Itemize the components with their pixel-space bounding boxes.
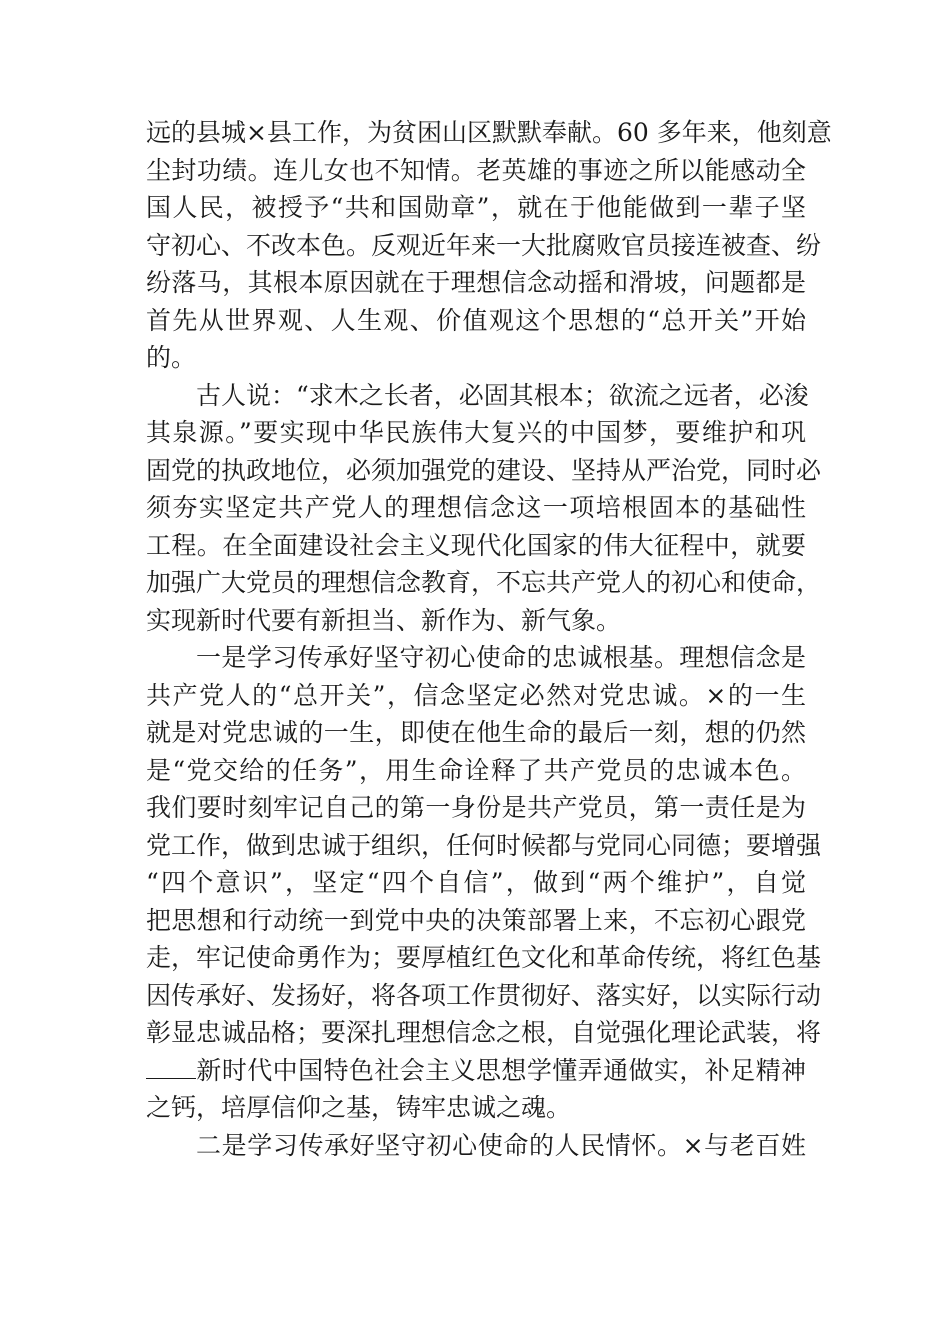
text-line: 加强广大党员的理想信念教育，不忘共产党人的初心和使命， <box>146 568 822 597</box>
text-line: 共产党人的“总开关”，信念坚定必然对党忠诚。×的一生 <box>146 680 806 710</box>
text-line: 纷落马，其根本原因就在于理想信念动摇和滑坡，问题都是 <box>146 268 806 297</box>
text-line: 尘封功绩。连儿女也不知情。老英雄的事迹之所以能感动全 <box>146 155 806 185</box>
text-line: 走，牢记使命勇作为；要厚植红色文化和革命传统，将红色基 <box>146 943 822 972</box>
paragraph-2 <box>146 377 822 640</box>
paragraph-4 <box>146 1127 806 1165</box>
text-line: 古人说：“求木之长者，必固其根本；欲流之远者，必浚 <box>196 380 809 410</box>
text-line: 须夯实坚定共产党人的理想信念这一项培根固本的基础性 <box>146 493 806 522</box>
text-line: 彰显忠诚品格；要深扎理想信念之根，自觉强化理论武装，将 <box>146 1018 822 1047</box>
text-line: 之钙，培厚信仰之基，铸牢忠诚之魂。 <box>146 1093 572 1122</box>
text-line: 二是学习传承好坚守初心使命的人民情怀。×与老百姓 <box>196 1130 806 1160</box>
text-line: 固党的执政地位，必须加强党的建设、坚持从严治党，同时必 <box>146 455 822 485</box>
text-after-blank: 新时代中国特色社会主义思想学懂弄通做实，补足精神 <box>196 1055 806 1085</box>
text-line: 实现新时代要有新担当、新作为、新气象。 <box>146 605 622 635</box>
text-line: 就是对党忠诚的一生，即使在他生命的最后一刻，想的仍然 <box>146 718 806 747</box>
text-line: 把思想和行动统一到党中央的决策部署上来，不忘初心跟党 <box>146 905 806 935</box>
text-line: 其泉源。”要实现中华民族伟大复兴的中国梦，要维护和巩 <box>146 418 806 447</box>
text-line: “四个意识”，坚定“四个自信”，做到“两个维护”，自觉 <box>146 868 806 897</box>
text-line: 我们要时刻牢记自己的第一身份是共产党员，第一责任是为 <box>146 793 806 822</box>
paragraph-3 <box>146 639 822 1127</box>
document-body <box>146 114 832 1164</box>
text-line: 的。 <box>146 343 197 372</box>
text-line: 首先从世界观、人生观、价值观这个思想的“总开关”开始 <box>146 305 806 335</box>
blank-underline <box>146 1052 196 1079</box>
text-line: 工程。在全面建设社会主义现代化国家的伟大征程中，就要 <box>146 530 806 560</box>
text-line: 一是学习传承好坚守初心使命的忠诚根基。理想信念是 <box>196 643 806 672</box>
text-line: 国人民，被授予“共和国勋章”，就在于他能做到一辈子坚 <box>146 193 806 222</box>
text-line: 远的县城×县工作，为贫困山区默默奉献。60 多年来，他刻意 <box>146 118 832 147</box>
paragraph-1 <box>146 114 832 377</box>
text-line: 守初心、不改本色。反观近年来一大批腐败官员接连被查、纷 <box>146 230 822 260</box>
text-line: 党工作，做到忠诚于组织，任何时候都与党同心同德；要增强 <box>146 830 822 860</box>
text-line: 因传承好、发扬好，将各项工作贯彻好、落实好，以实际行动 <box>146 980 822 1010</box>
text-line-with-blank <box>146 1052 806 1090</box>
text-line: 是“党交给的任务”，用生命诠释了共产党员的忠诚本色。 <box>146 755 806 785</box>
